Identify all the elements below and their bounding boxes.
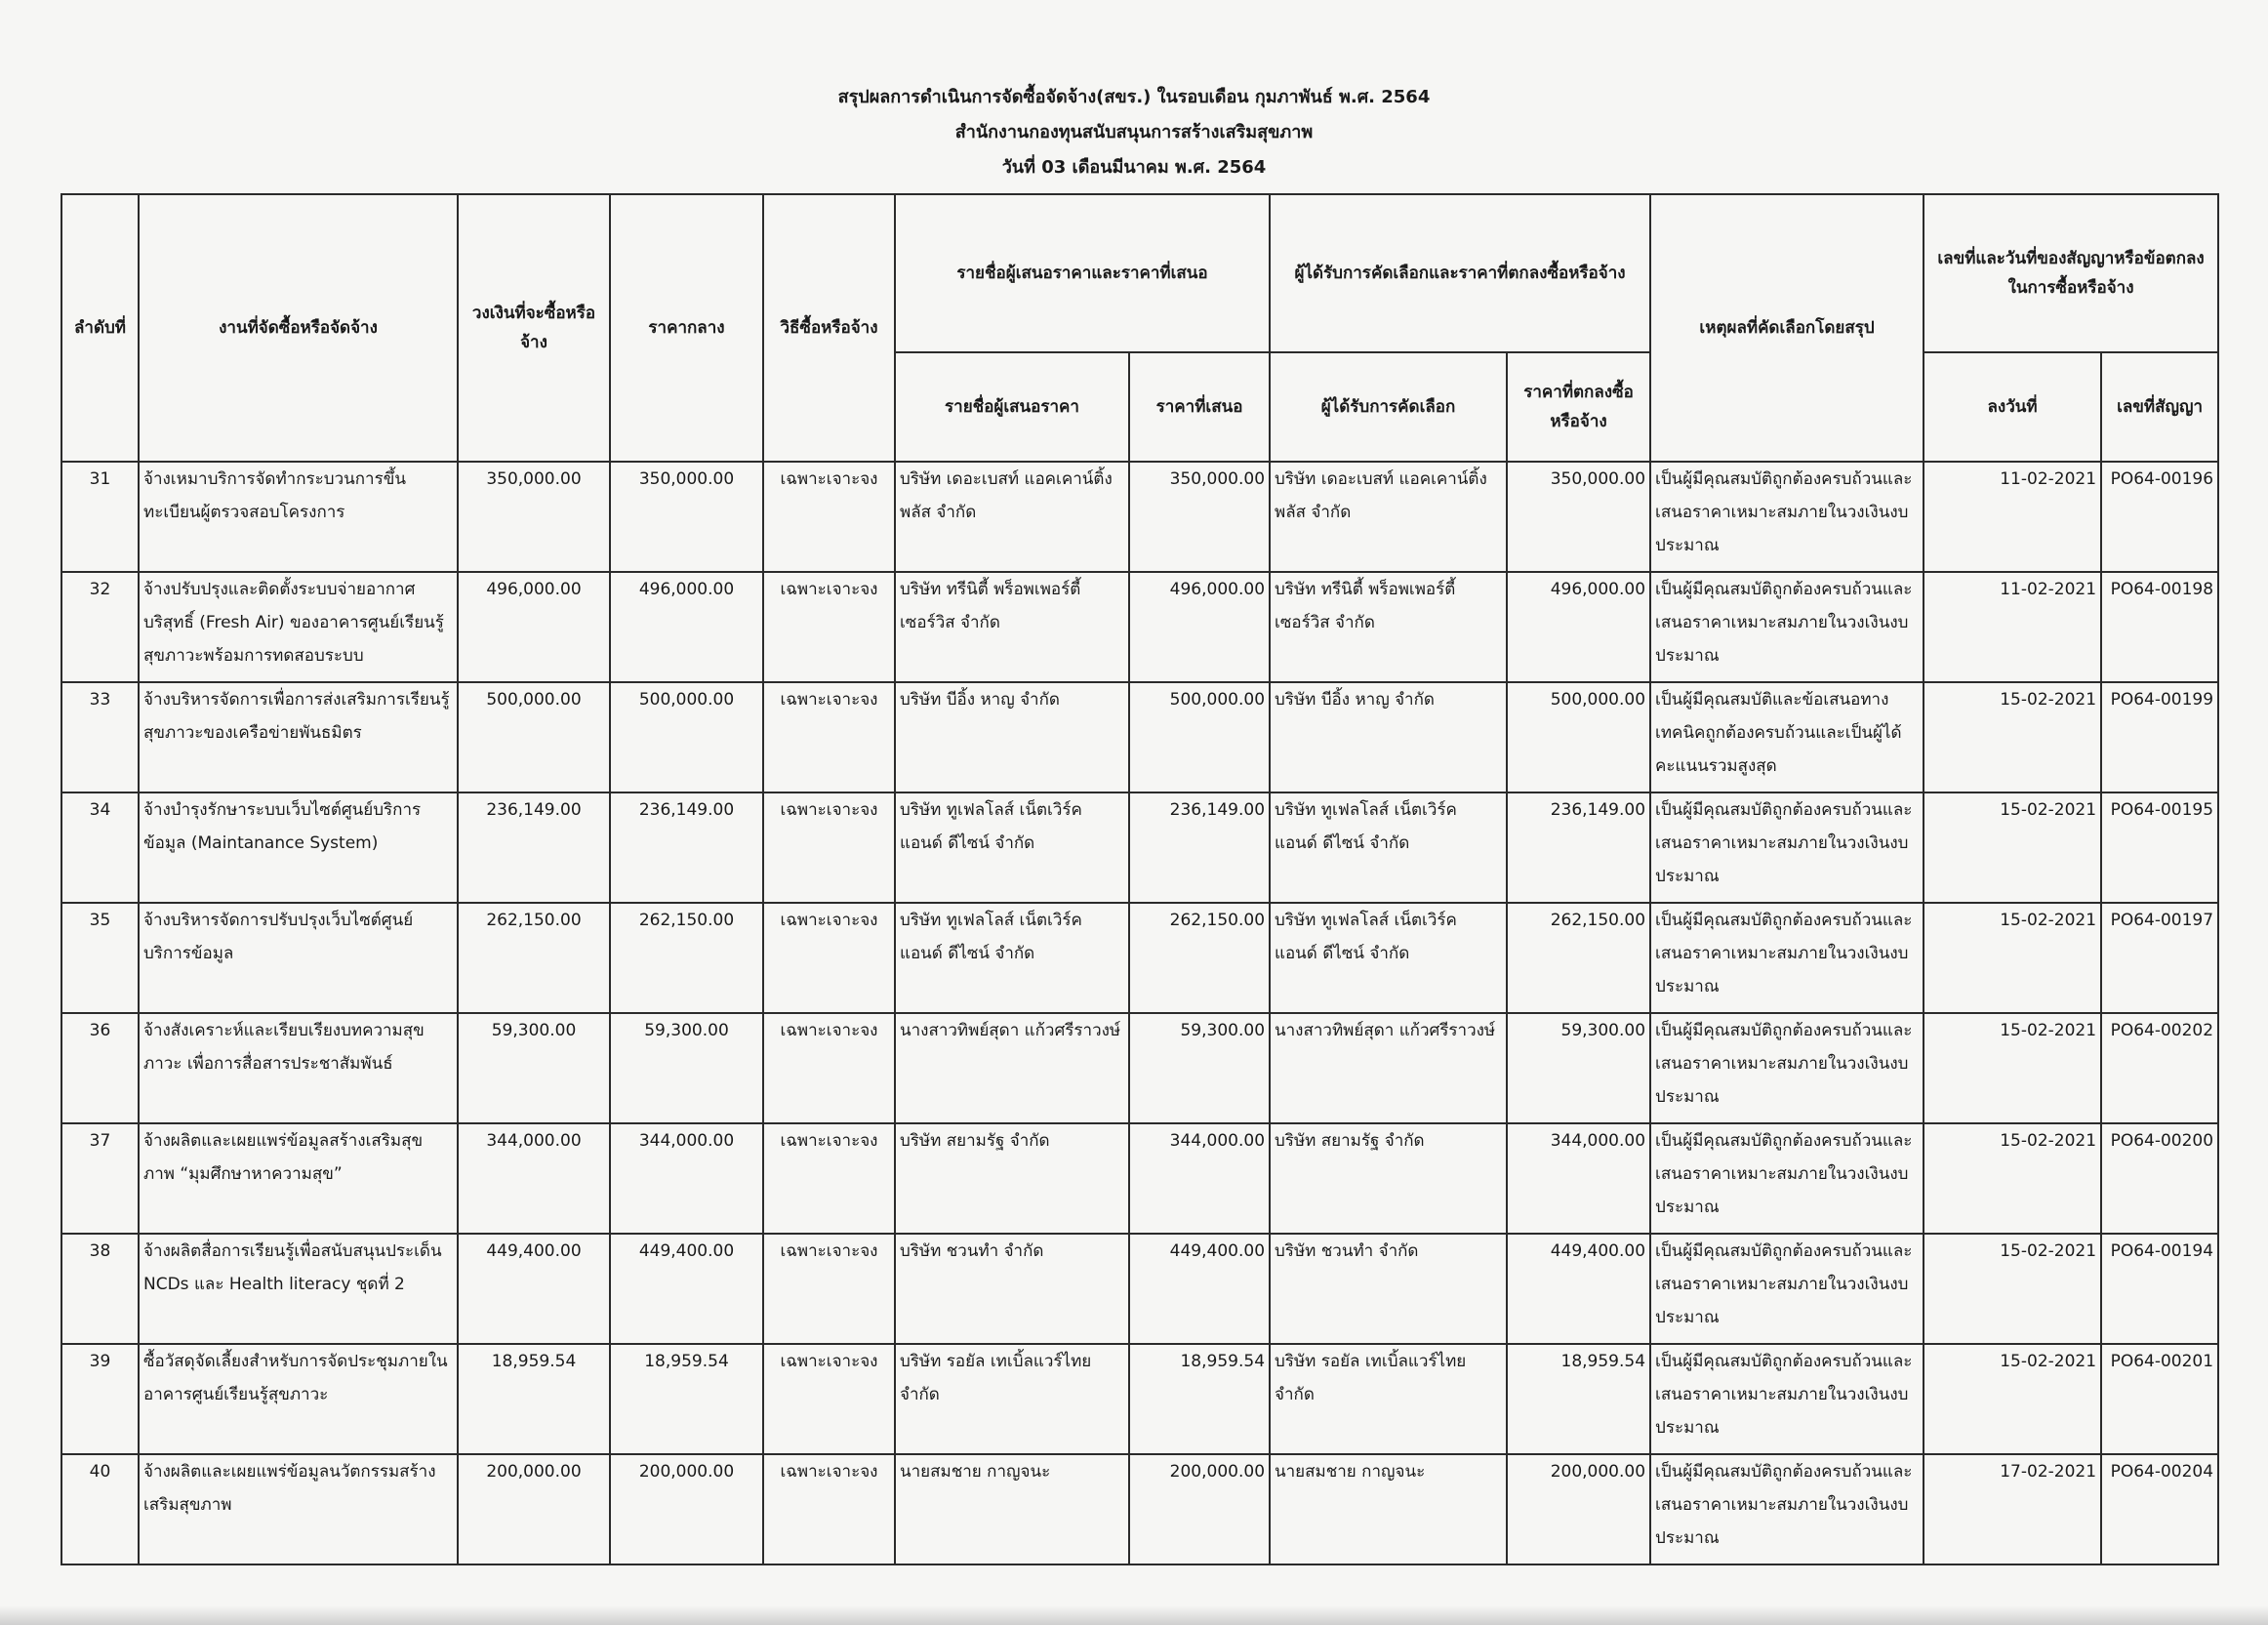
cell-bid-price: 449,400.00 [1129, 1234, 1270, 1344]
cell-reason: เป็นผู้มีคุณสมบัติถูกต้องครบถ้วนและเสนอราคาเหมาะสมภายในวงเงินงบประมาณ [1650, 903, 1924, 1013]
cell-median-price: 496,000.00 [610, 572, 763, 682]
cell-median-price: 18,959.54 [610, 1344, 763, 1454]
cell-bid-price: 262,150.00 [1129, 903, 1270, 1013]
cell-no: 33 [61, 682, 139, 792]
cell-contract-no: PO64-00195 [2101, 792, 2218, 903]
cell-bidder-name: บริษัท รอยัล เทเบิ้ลแวร์ไทย จำกัด [895, 1344, 1129, 1454]
cell-budget: 59,300.00 [458, 1013, 610, 1123]
cell-work: จ้างบำรุงรักษาระบบเว็บไซต์ศูนย์บริการข้อมูล (Maintanance System) [139, 792, 458, 903]
cell-no: 38 [61, 1234, 139, 1344]
cell-median-price: 262,150.00 [610, 903, 763, 1013]
cell-work: ซื้อวัสดุจัดเลี้ยงสำหรับการจัดประชุมภายในอาคารศูนย์เรียนรู้สุขภาวะ [139, 1344, 458, 1454]
procurement-table [61, 193, 2219, 1565]
header-selected-name: ผู้ได้รับการคัดเลือก [1270, 352, 1507, 462]
cell-selected-name: บริษัท ทรีนิตี้ พร็อพเพอร์ตี้ เซอร์วิส จำกัด [1270, 572, 1507, 682]
cell-no: 32 [61, 572, 139, 682]
cell-median-price: 236,149.00 [610, 792, 763, 903]
table-row [61, 903, 2218, 1013]
cell-contract-no: PO64-00196 [2101, 462, 2218, 572]
cell-method: เฉพาะเจาะจง [763, 572, 895, 682]
cell-bidder-name: บริษัท เดอะเบสท์ แอคเคาน์ติ้ง พลัส จำกัด [895, 462, 1129, 572]
cell-bidder-name: บริษัท ทูเฟลโลส์ เน็ตเวิร์ค แอนด์ ดีไซน์ จำกัด [895, 792, 1129, 903]
cell-contract-no: PO64-00198 [2101, 572, 2218, 682]
cell-median-price: 500,000.00 [610, 682, 763, 792]
header-contract-no: เลขที่สัญญา [2101, 352, 2218, 462]
report-title: สรุปผลการดำเนินการจัดซื้อจัดจ้าง(สขร.) ในรอบเดือน กุมภาพันธ์ พ.ศ. 2564 [837, 87, 1431, 107]
cell-budget: 262,150.00 [458, 903, 610, 1013]
cell-median-price: 200,000.00 [610, 1454, 763, 1564]
cell-reason: เป็นผู้มีคุณสมบัติและข้อเสนอทางเทคนิคถูกต้องครบถ้วนและเป็นผู้ได้คะแนนรวมสูงสุด [1650, 682, 1924, 792]
cell-bid-price: 236,149.00 [1129, 792, 1270, 903]
cell-method: เฉพาะเจาะจง [763, 682, 895, 792]
cell-work: จ้างผลิตและเผยแพร่ข้อมูลนวัตกรรมสร้างเสริมสุขภาพ [139, 1454, 458, 1564]
cell-bidder-name: บริษัท ชวนทำ จำกัด [895, 1234, 1129, 1344]
cell-median-price: 350,000.00 [610, 462, 763, 572]
cell-no: 37 [61, 1123, 139, 1234]
cell-work: จ้างบริหารจัดการเพื่อการส่งเสริมการเรียนรู้สุขภาวะของเครือข่ายพันธมิตร [139, 682, 458, 792]
cell-median-price: 59,300.00 [610, 1013, 763, 1123]
cell-method: เฉพาะเจาะจง [763, 1234, 895, 1344]
cell-contract-date: 17-02-2021 [1924, 1454, 2101, 1564]
header-work: งานที่จัดซื้อหรือจัดจ้าง [139, 194, 458, 462]
header-method: วิธีซื้อหรือจ้าง [763, 194, 895, 462]
table-row [61, 572, 2218, 682]
scan-edge-shadow [0, 1605, 2268, 1625]
cell-agreed-price: 344,000.00 [1507, 1123, 1650, 1234]
cell-work: จ้างปรับปรุงและติดตั้งระบบจ่ายอากาศบริสุทธิ์ (Fresh Air) ของอาคารศูนย์เรียนรู้สุขภาวะพร้อมการทดสอบระบบ [139, 572, 458, 682]
header-contract-group: เลขที่และวันที่ของสัญญาหรือข้อตกลงในการซื้อหรือจ้าง [1924, 194, 2218, 352]
table-row [61, 682, 2218, 792]
cell-method: เฉพาะเจาะจง [763, 1344, 895, 1454]
cell-selected-name: บริษัท สยามรัฐ จำกัด [1270, 1123, 1507, 1234]
cell-method: เฉพาะเจาะจง [763, 1013, 895, 1123]
cell-no: 35 [61, 903, 139, 1013]
cell-budget: 350,000.00 [458, 462, 610, 572]
cell-reason: เป็นผู้มีคุณสมบัติถูกต้องครบถ้วนและเสนอราคาเหมาะสมภายในวงเงินงบประมาณ [1650, 572, 1924, 682]
cell-method: เฉพาะเจาะจง [763, 462, 895, 572]
cell-selected-name: บริษัท เดอะเบสท์ แอคเคาน์ติ้ง พลัส จำกัด [1270, 462, 1507, 572]
table-row [61, 792, 2218, 903]
cell-bidder-name: บริษัท ทรีนิตี้ พร็อพเพอร์ตี้ เซอร์วิส จำกัด [895, 572, 1129, 682]
table-row [61, 1234, 2218, 1344]
cell-bidder-name: บริษัท บีอิ้ง หาญ จำกัด [895, 682, 1129, 792]
cell-contract-date: 11-02-2021 [1924, 462, 2101, 572]
cell-reason: เป็นผู้มีคุณสมบัติถูกต้องครบถ้วนและเสนอราคาเหมาะสมภายในวงเงินงบประมาณ [1650, 1344, 1924, 1454]
cell-contract-no: PO64-00201 [2101, 1344, 2218, 1454]
cell-selected-name: บริษัท ทูเฟลโลส์ เน็ตเวิร์ค แอนด์ ดีไซน์ จำกัด [1270, 903, 1507, 1013]
cell-budget: 344,000.00 [458, 1123, 610, 1234]
report-date: วันที่ 03 เดือนมีนาคม พ.ศ. 2564 [1001, 157, 1267, 178]
header-bidders-group: รายชื่อผู้เสนอราคาและราคาที่เสนอ [895, 194, 1270, 352]
cell-agreed-price: 262,150.00 [1507, 903, 1650, 1013]
cell-bid-price: 18,959.54 [1129, 1344, 1270, 1454]
cell-method: เฉพาะเจาะจง [763, 1123, 895, 1234]
cell-work: จ้างเหมาบริการจัดทำกระบวนการขึ้นทะเบียนผู้ตรวจสอบโครงการ [139, 462, 458, 572]
cell-bidder-name: บริษัท ทูเฟลโลส์ เน็ตเวิร์ค แอนด์ ดีไซน์ จำกัด [895, 903, 1129, 1013]
cell-agreed-price: 59,300.00 [1507, 1013, 1650, 1123]
cell-no: 40 [61, 1454, 139, 1564]
cell-median-price: 449,400.00 [610, 1234, 763, 1344]
cell-bid-price: 200,000.00 [1129, 1454, 1270, 1564]
cell-agreed-price: 200,000.00 [1507, 1454, 1650, 1564]
cell-reason: เป็นผู้มีคุณสมบัติถูกต้องครบถ้วนและเสนอราคาเหมาะสมภายในวงเงินงบประมาณ [1650, 462, 1924, 572]
header-contract-date: ลงวันที่ [1924, 352, 2101, 462]
cell-no: 36 [61, 1013, 139, 1123]
header-bid-price: ราคาที่เสนอ [1129, 352, 1270, 462]
cell-work: จ้างผลิตสื่อการเรียนรู้เพื่อสนับสนุนประเด็น NCDs และ Health literacy ชุดที่ 2 [139, 1234, 458, 1344]
cell-no: 31 [61, 462, 139, 572]
cell-selected-name: บริษัท ชวนทำ จำกัด [1270, 1234, 1507, 1344]
header-selected-group: ผู้ได้รับการคัดเลือกและราคาที่ตกลงซื้อหรือจ้าง [1270, 194, 1650, 352]
header-budget: วงเงินที่จะซื้อหรือจ้าง [458, 194, 610, 462]
cell-agreed-price: 350,000.00 [1507, 462, 1650, 572]
cell-contract-no: PO64-00200 [2101, 1123, 2218, 1234]
cell-contract-date: 15-02-2021 [1924, 1344, 2101, 1454]
cell-method: เฉพาะเจาะจง [763, 792, 895, 903]
cell-budget: 496,000.00 [458, 572, 610, 682]
cell-median-price: 344,000.00 [610, 1123, 763, 1234]
cell-selected-name: บริษัท รอยัล เทเบิ้ลแวร์ไทย จำกัด [1270, 1344, 1507, 1454]
cell-selected-name: บริษัท บีอิ้ง หาญ จำกัด [1270, 682, 1507, 792]
cell-reason: เป็นผู้มีคุณสมบัติถูกต้องครบถ้วนและเสนอราคาเหมาะสมภายในวงเงินงบประมาณ [1650, 1234, 1924, 1344]
cell-contract-date: 15-02-2021 [1924, 682, 2101, 792]
cell-selected-name: นางสาวทิพย์สุดา แก้วศรีราวงษ์ [1270, 1013, 1507, 1123]
cell-bidder-name: นางสาวทิพย์สุดา แก้วศรีราวงษ์ [895, 1013, 1129, 1123]
cell-agreed-price: 496,000.00 [1507, 572, 1650, 682]
cell-no: 34 [61, 792, 139, 903]
header-bidder-name: รายชื่อผู้เสนอราคา [895, 352, 1129, 462]
cell-work: จ้างผลิตและเผยแพร่ข้อมูลสร้างเสริมสุขภาพ “มุมศึกษาหาความสุข” [139, 1123, 458, 1234]
cell-contract-date: 15-02-2021 [1924, 1013, 2101, 1123]
cell-selected-name: นายสมชาย กาญจนะ [1270, 1454, 1507, 1564]
cell-no: 39 [61, 1344, 139, 1454]
cell-budget: 18,959.54 [458, 1344, 610, 1454]
cell-agreed-price: 236,149.00 [1507, 792, 1650, 903]
cell-contract-date: 11-02-2021 [1924, 572, 2101, 682]
table-row [61, 1013, 2218, 1123]
cell-selected-name: บริษัท ทูเฟลโลส์ เน็ตเวิร์ค แอนด์ ดีไซน์ จำกัด [1270, 792, 1507, 903]
cell-contract-date: 15-02-2021 [1924, 792, 2101, 903]
cell-bid-price: 496,000.00 [1129, 572, 1270, 682]
cell-contract-date: 15-02-2021 [1924, 903, 2101, 1013]
cell-bid-price: 350,000.00 [1129, 462, 1270, 572]
cell-agreed-price: 500,000.00 [1507, 682, 1650, 792]
cell-agreed-price: 449,400.00 [1507, 1234, 1650, 1344]
table-row [61, 1344, 2218, 1454]
cell-work: จ้างบริหารจัดการปรับปรุงเว็บไซต์ศูนย์บริการข้อมูล [139, 903, 458, 1013]
cell-bid-price: 59,300.00 [1129, 1013, 1270, 1123]
cell-method: เฉพาะเจาะจง [763, 903, 895, 1013]
cell-contract-date: 15-02-2021 [1924, 1123, 2101, 1234]
cell-contract-no: PO64-00204 [2101, 1454, 2218, 1564]
cell-bid-price: 344,000.00 [1129, 1123, 1270, 1234]
cell-budget: 449,400.00 [458, 1234, 610, 1344]
cell-work: จ้างสังเคราะห์และเรียบเรียงบทความสุขภาวะ เพื่อการสื่อสารประชาสัมพันธ์ [139, 1013, 458, 1123]
cell-contract-date: 15-02-2021 [1924, 1234, 2101, 1344]
table-body [61, 462, 2218, 1564]
cell-reason: เป็นผู้มีคุณสมบัติถูกต้องครบถ้วนและเสนอราคาเหมาะสมภายในวงเงินงบประมาณ [1650, 1013, 1924, 1123]
cell-contract-no: PO64-00194 [2101, 1234, 2218, 1344]
cell-budget: 500,000.00 [458, 682, 610, 792]
header-median-price: ราคากลาง [610, 194, 763, 462]
cell-agreed-price: 18,959.54 [1507, 1344, 1650, 1454]
document-header [0, 80, 2268, 185]
cell-contract-no: PO64-00202 [2101, 1013, 2218, 1123]
table-row [61, 1454, 2218, 1564]
header-agreed-price: ราคาที่ตกลงซื้อหรือจ้าง [1507, 352, 1650, 462]
cell-bidder-name: นายสมชาย กาญจนะ [895, 1454, 1129, 1564]
cell-bidder-name: บริษัท สยามรัฐ จำกัด [895, 1123, 1129, 1234]
organization-name: สำนักงานกองทุนสนับสนุนการสร้างเสริมสุขภาพ [954, 122, 1314, 142]
cell-contract-no: PO64-00199 [2101, 682, 2218, 792]
header-no: ลำดับที่ [61, 194, 139, 462]
cell-contract-no: PO64-00197 [2101, 903, 2218, 1013]
cell-budget: 200,000.00 [458, 1454, 610, 1564]
table-row [61, 1123, 2218, 1234]
cell-bid-price: 500,000.00 [1129, 682, 1270, 792]
cell-reason: เป็นผู้มีคุณสมบัติถูกต้องครบถ้วนและเสนอราคาเหมาะสมภายในวงเงินงบประมาณ [1650, 1454, 1924, 1564]
cell-method: เฉพาะเจาะจง [763, 1454, 895, 1564]
table-row [61, 462, 2218, 572]
cell-reason: เป็นผู้มีคุณสมบัติถูกต้องครบถ้วนและเสนอราคาเหมาะสมภายในวงเงินงบประมาณ [1650, 792, 1924, 903]
header-reason: เหตุผลที่คัดเลือกโดยสรุป [1650, 194, 1924, 462]
cell-budget: 236,149.00 [458, 792, 610, 903]
cell-reason: เป็นผู้มีคุณสมบัติถูกต้องครบถ้วนและเสนอราคาเหมาะสมภายในวงเงินงบประมาณ [1650, 1123, 1924, 1234]
